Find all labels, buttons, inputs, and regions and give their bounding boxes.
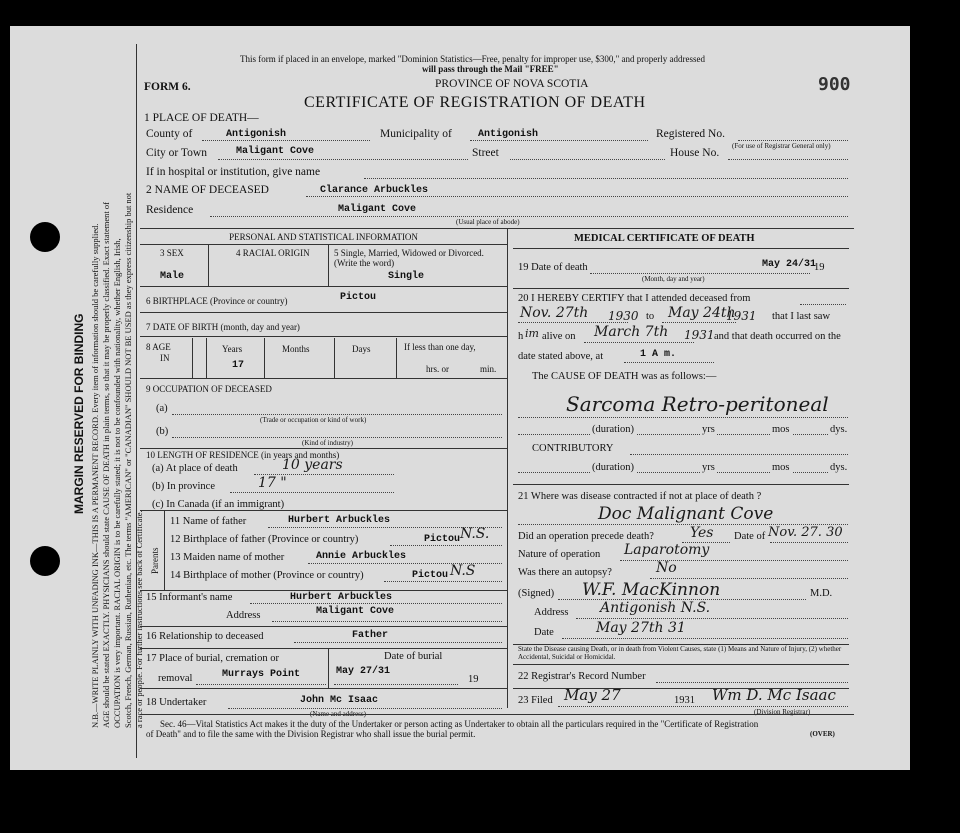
- attended-to: May 24th: [668, 305, 736, 321]
- birthplace-label: 6 BIRTHPLACE (Province or country): [146, 296, 288, 306]
- days-label: Days: [352, 344, 371, 354]
- form-number: FORM 6.: [144, 81, 191, 93]
- certificate-title: CERTIFICATE OF REGISTRATION OF DEATH: [304, 94, 646, 111]
- mother-value: Annie Arbuckles: [316, 551, 407, 562]
- footer-line-2: of Death" and to file the same with the Division Registrar who shall issue the burial permit.: [146, 729, 476, 739]
- margin-heading: MARGIN RESERVED FOR BINDING: [72, 313, 86, 514]
- years-value: 17: [232, 360, 245, 371]
- age-in: IN: [160, 353, 170, 363]
- alive-label: alive on: [542, 331, 576, 342]
- signed-value: W.F. MacKinnon: [582, 580, 721, 600]
- informant-value: Hurbert Arbuckles: [290, 592, 393, 603]
- autopsy-value: No: [656, 560, 677, 576]
- mother-birthplace-label: 14 Birthplace of mother (Province or country): [170, 570, 364, 581]
- margin-note-4: Scotch, French, German, Russian, Ruthenian, etc. The terms "AMERICAN" or "CANADIAN" SHOULD NOT BE USED as they express citizenship but not: [123, 192, 133, 728]
- residence-length-label: 10 LENGTH OF RESIDENCE (in years and months): [146, 450, 340, 460]
- county-label: County of: [146, 128, 193, 140]
- municipality-label: Municipality of: [380, 128, 452, 140]
- cause-value: Sarcoma Retro-peritoneal: [566, 392, 829, 416]
- medical-address: Antigonish N.S.: [600, 600, 711, 616]
- autopsy-label: Was there an autopsy?: [518, 567, 612, 578]
- burial-year: 19: [468, 674, 479, 685]
- father-birthplace-hand: N.S.: [460, 526, 490, 542]
- cause-dys: dys.: [830, 424, 848, 435]
- deceased-name-label: 2 NAME OF DECEASED: [146, 184, 269, 196]
- op-date: Nov. 27. 30: [768, 525, 843, 540]
- street-label: Street: [472, 147, 499, 159]
- registrar-note: (For use of Registrar General only): [732, 142, 831, 150]
- father-birthplace-value: Pictou: [424, 534, 461, 545]
- last-saw-label: that I last saw: [772, 311, 831, 322]
- mother-birthplace-hand: N.S: [450, 563, 476, 579]
- mother-label: 13 Maiden name of mother: [170, 552, 285, 563]
- occupation-label: 9 OCCUPATION OF DECEASED: [146, 384, 272, 394]
- header-notice-1: This form if placed in an envelope, marked "Dominion Statistics—Free, penalty for improper use, $300," and properly addressed: [240, 54, 705, 64]
- occurred-label: and that death occurred on the: [714, 331, 841, 342]
- city-label: City or Town: [146, 147, 207, 159]
- cause-label: The CAUSE OF DEATH was as follows:—: [532, 371, 717, 382]
- q21-label: 21 Where was disease contracted if not at place of death ?: [518, 491, 762, 502]
- province: PROVINCE OF NOVA SCOTIA: [435, 78, 589, 90]
- contributory-label: CONTRIBUTORY: [532, 443, 614, 454]
- filed-date: May 27: [564, 686, 621, 704]
- burial-date: May 27/31: [336, 666, 391, 677]
- informant-label: 15 Informant's name: [146, 592, 233, 603]
- margin-note-2: AGE should be stated EXACTLY. PHYSICIANS should state CAUSE OF DEATH in plain terms, so that it may be properly classified. Exact statement of: [101, 202, 111, 728]
- footer-over: (OVER): [810, 730, 835, 738]
- less-day-label: If less than one day,: [404, 342, 476, 352]
- marital-value: Single: [388, 271, 425, 282]
- dob-label: 7 DATE OF BIRTH (month, day and year): [146, 322, 300, 332]
- footer-line-1: Sec. 46—Vital Statistics Act makes it the duty of the Undertaker or person acting as Undertaker to obtain all the particulars required in the "Certificate of Registration: [160, 719, 759, 729]
- occupation-b: (b): [156, 426, 169, 437]
- margin-rule: [136, 44, 137, 758]
- medical-date: May 27th 31: [596, 620, 686, 636]
- years-label: Years: [222, 344, 243, 354]
- binding-hole-bottom: [30, 546, 60, 576]
- filed-year: 1931: [674, 695, 695, 706]
- record-stamp: 900: [818, 74, 851, 95]
- registered-label: Registered No.: [656, 128, 725, 140]
- death-date: May 24/31: [762, 259, 817, 270]
- nature-value: Laparotomy: [624, 542, 710, 558]
- attended-from: Nov. 27th: [520, 305, 589, 321]
- cause-duration-label: (duration): [592, 424, 634, 435]
- signed-label: (Signed): [518, 588, 555, 599]
- deceased-name: Clarance Arbuckles: [320, 185, 429, 196]
- min-label: min.: [480, 364, 497, 374]
- residence-value: Maligant Cove: [338, 204, 417, 215]
- removal-label: removal: [158, 673, 193, 684]
- him-prefix: h: [518, 331, 524, 342]
- certificate-paper: [10, 26, 910, 770]
- binding-hole-top: [30, 222, 60, 252]
- death-date-label: 19 Date of death: [518, 262, 588, 273]
- hrs-label: hrs. or: [426, 364, 449, 374]
- him-value: im: [525, 327, 539, 340]
- operation-value: Yes: [690, 525, 714, 541]
- contributory-mos: mos: [772, 462, 790, 473]
- in-canada-label: (c) In Canada (if an immigrant): [152, 499, 285, 510]
- residence-label: Residence: [146, 204, 194, 216]
- county-value: Antigonish: [226, 129, 287, 140]
- sex-value: Male: [160, 271, 185, 282]
- death-date-note: (Month, day and year): [642, 275, 705, 283]
- marital-label: 5 Single, Married, Widowed or Divorced. (Write the word): [334, 248, 484, 268]
- alive-year: 1931: [684, 328, 715, 342]
- op-date-label: Date of: [734, 531, 766, 542]
- registrar-signature: Wm D. Mc Isaac: [712, 686, 836, 704]
- medical-address-label: Address: [534, 607, 569, 618]
- months-label: Months: [282, 344, 310, 354]
- residence-note: (Usual place of abode): [456, 218, 520, 226]
- burial-label: 17 Place of burial, cremation or: [146, 653, 279, 664]
- burial-place: Murrays Point: [222, 669, 301, 680]
- attended-to-year: 1931: [726, 309, 757, 323]
- sex-label: 3 SEX: [160, 248, 184, 258]
- personal-heading: PERSONAL AND STATISTICAL INFORMATION: [229, 232, 418, 242]
- in-province-label: (b) In province: [152, 481, 215, 492]
- date-stated-label: date stated above, at: [518, 351, 604, 362]
- hospital-label: If in hospital or institution, give name: [146, 166, 321, 178]
- burial-date-label: Date of burial: [384, 651, 443, 662]
- death-time: 1 A m.: [640, 349, 677, 360]
- contributory-duration-label: (duration): [592, 462, 634, 473]
- undertaker-value: John Mc Isaac: [300, 695, 379, 706]
- violent-note: State the Disease causing Death, or in death from Violent Causes, state (1) Means and Nature of Injury, (2) whether Accidental, Suicidal or Homicidal.: [518, 645, 842, 661]
- father-birthplace-label: 12 Birthplace of father (Province or country): [170, 534, 359, 545]
- informant-address: Maligant Cove: [316, 606, 395, 617]
- nature-label: Nature of operation: [518, 549, 601, 560]
- q21-answer: Doc Malignant Cove: [598, 504, 774, 524]
- house-label: House No.: [670, 147, 720, 159]
- city-value: Maligant Cove: [236, 146, 315, 157]
- margin-note-3: OCCUPATION is very important. RACIAL ORIGIN is to be carefully stated; it is not to be confounded with nationality, whether English, Irish,: [112, 238, 122, 728]
- place-heading: 1 PLACE OF DEATH—: [144, 112, 259, 124]
- contributory-yrs: yrs: [702, 462, 715, 473]
- parents-label: Parents: [150, 547, 160, 574]
- father-value: Hurbert Arbuckles: [288, 515, 391, 526]
- father-label: 11 Name of father: [170, 516, 247, 527]
- birthplace-value: Pictou: [340, 292, 377, 303]
- relationship-label: 16 Relationship to deceased: [146, 631, 264, 642]
- division-note: (Division Registrar): [754, 708, 811, 716]
- in-province-value: 17 ": [258, 475, 287, 491]
- to-label: to: [646, 311, 655, 322]
- medical-heading: MEDICAL CERTIFICATE OF DEATH: [574, 233, 755, 244]
- at-place-value: 10 years: [282, 457, 343, 473]
- filed-label: 23 Filed: [518, 695, 553, 706]
- mother-birthplace-value: Pictou: [412, 570, 449, 581]
- margin-note-1: N.B.—WRITE PLAINLY WITH UNFADING INK—THIS IS A PERMANENT RECORD. Every item of information should be carefully supplied.: [90, 223, 100, 728]
- undertaker-note: (Name and address): [310, 710, 366, 718]
- occupation-a-note: (Trade or occupation or kind of work): [260, 416, 367, 424]
- cause-mos: mos: [772, 424, 790, 435]
- md-label: M.D.: [810, 588, 833, 599]
- informant-address-label: Address: [226, 610, 261, 621]
- header-notice-2: will pass through the Mail "FREE": [422, 64, 559, 74]
- relationship-value: Father: [352, 630, 389, 641]
- cause-yrs: yrs: [702, 424, 715, 435]
- at-place-label: (a) At place of death: [152, 463, 238, 474]
- margin-note-5: a race or people. For further instructions see back of Certificate.: [134, 510, 144, 728]
- operation-label: Did an operation precede death?: [518, 531, 654, 542]
- occupation-b-note: (Kind of industry): [302, 439, 353, 447]
- death-date-suffix: 19: [814, 262, 825, 273]
- alive-date: March 7th: [594, 324, 669, 340]
- medical-date-label: Date: [534, 627, 554, 638]
- municipality-value: Antigonish: [478, 129, 539, 140]
- age-label: 8 AGE: [146, 342, 171, 352]
- registrar-record-label: 22 Registrar's Record Number: [518, 671, 646, 682]
- undertaker-label: 18 Undertaker: [146, 697, 207, 708]
- racial-label: 4 RACIAL ORIGIN: [236, 248, 310, 258]
- attended-from-year: 1930: [608, 309, 639, 323]
- certify-label: 20 I HEREBY CERTIFY that I attended deceased from: [518, 293, 751, 304]
- occupation-a: (a): [156, 403, 168, 414]
- contributory-dys: dys.: [830, 462, 848, 473]
